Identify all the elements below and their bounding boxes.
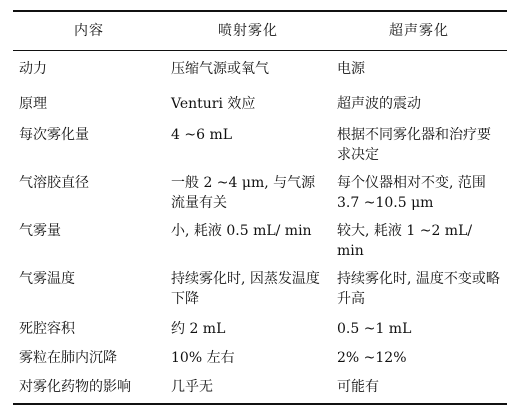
cell-text: 较大, 耗液 1 ~2 mL/ min: [337, 223, 473, 259]
ultrasonic-cell: [331, 213, 507, 261]
cell-text: 动力: [19, 61, 47, 77]
nebulizer-comparison-table: [13, 10, 507, 405]
cell-text: 持续雾化时, 温度不变或略升高: [337, 271, 500, 307]
cell-text: 对雾化药物的影响: [19, 379, 131, 395]
jet-cell: [165, 117, 331, 165]
row-label: [13, 370, 165, 404]
table-row: [13, 165, 507, 213]
ultrasonic-cell: [331, 261, 507, 311]
cell-text: 压缩气源或氧气: [171, 61, 269, 77]
ultrasonic-cell: [331, 165, 507, 213]
table-row: [13, 86, 507, 117]
header-content: 内容: [74, 23, 104, 39]
table-row: [13, 261, 507, 311]
table-row: [13, 340, 507, 370]
cell-text: 一般 2 ~4 μm, 与气源流量有关: [171, 175, 316, 211]
jet-cell: [165, 370, 331, 404]
table-body: [13, 51, 507, 405]
cell-text: 几乎无: [171, 379, 213, 395]
jet-cell: [165, 213, 331, 261]
cell-text: 原理: [19, 96, 47, 112]
row-label: [13, 165, 165, 213]
jet-cell: [165, 261, 331, 311]
cell-text: 气雾温度: [19, 271, 75, 287]
table-row: [13, 51, 507, 87]
row-label: [13, 340, 165, 370]
row-label: [13, 117, 165, 165]
jet-cell: [165, 311, 331, 340]
table-row: [13, 311, 507, 340]
jet-cell: [165, 51, 331, 87]
cell-text: 雾粒在肺内沉降: [19, 350, 117, 366]
cell-text: 可能有: [337, 379, 379, 395]
cell-text: 每个仪器相对不变, 范围 3.7 ~10.5 μm: [337, 175, 486, 211]
cell-text: 2% ~12%: [337, 350, 407, 366]
cell-text: 10% 左右: [171, 350, 235, 366]
cell-text: 气溶胶直径: [19, 175, 89, 191]
cell-text: 电源: [337, 61, 365, 77]
row-label: [13, 213, 165, 261]
header-row: [13, 11, 507, 51]
cell-text: 约 2 mL: [171, 321, 226, 337]
table-row: [13, 213, 507, 261]
jet-cell: [165, 340, 331, 370]
cell-text: 持续雾化时, 因蒸发温度下降: [171, 271, 320, 307]
header-jet-nebulization: 喷射雾化: [218, 23, 278, 39]
cell-text: 根据不同雾化器和治疗要求决定: [337, 127, 491, 163]
header-ultrasonic-nebulization: 超声雾化: [389, 23, 449, 39]
cell-text: 0.5 ~1 mL: [337, 321, 412, 337]
ultrasonic-cell: [331, 117, 507, 165]
cell-text: 气雾量: [19, 223, 61, 239]
ultrasonic-cell: [331, 86, 507, 117]
cell-text: Venturi 效应: [171, 96, 256, 112]
jet-cell: [165, 86, 331, 117]
cell-text: 死腔容积: [19, 321, 75, 337]
cell-text: 超声波的震动: [337, 96, 421, 112]
ultrasonic-cell: [331, 51, 507, 87]
ultrasonic-cell: [331, 340, 507, 370]
jet-cell: [165, 165, 331, 213]
ultrasonic-cell: [331, 370, 507, 404]
cell-text: 每次雾化量: [19, 127, 89, 143]
row-label: [13, 86, 165, 117]
cell-text: 小, 耗液 0.5 mL/ min: [171, 223, 312, 239]
row-label: [13, 311, 165, 340]
row-label: [13, 261, 165, 311]
row-label: [13, 51, 165, 87]
table-row: [13, 117, 507, 165]
cell-text: 4 ~6 mL: [171, 127, 233, 143]
table-row: [13, 370, 507, 404]
table-header: [13, 11, 507, 51]
ultrasonic-cell: [331, 311, 507, 340]
